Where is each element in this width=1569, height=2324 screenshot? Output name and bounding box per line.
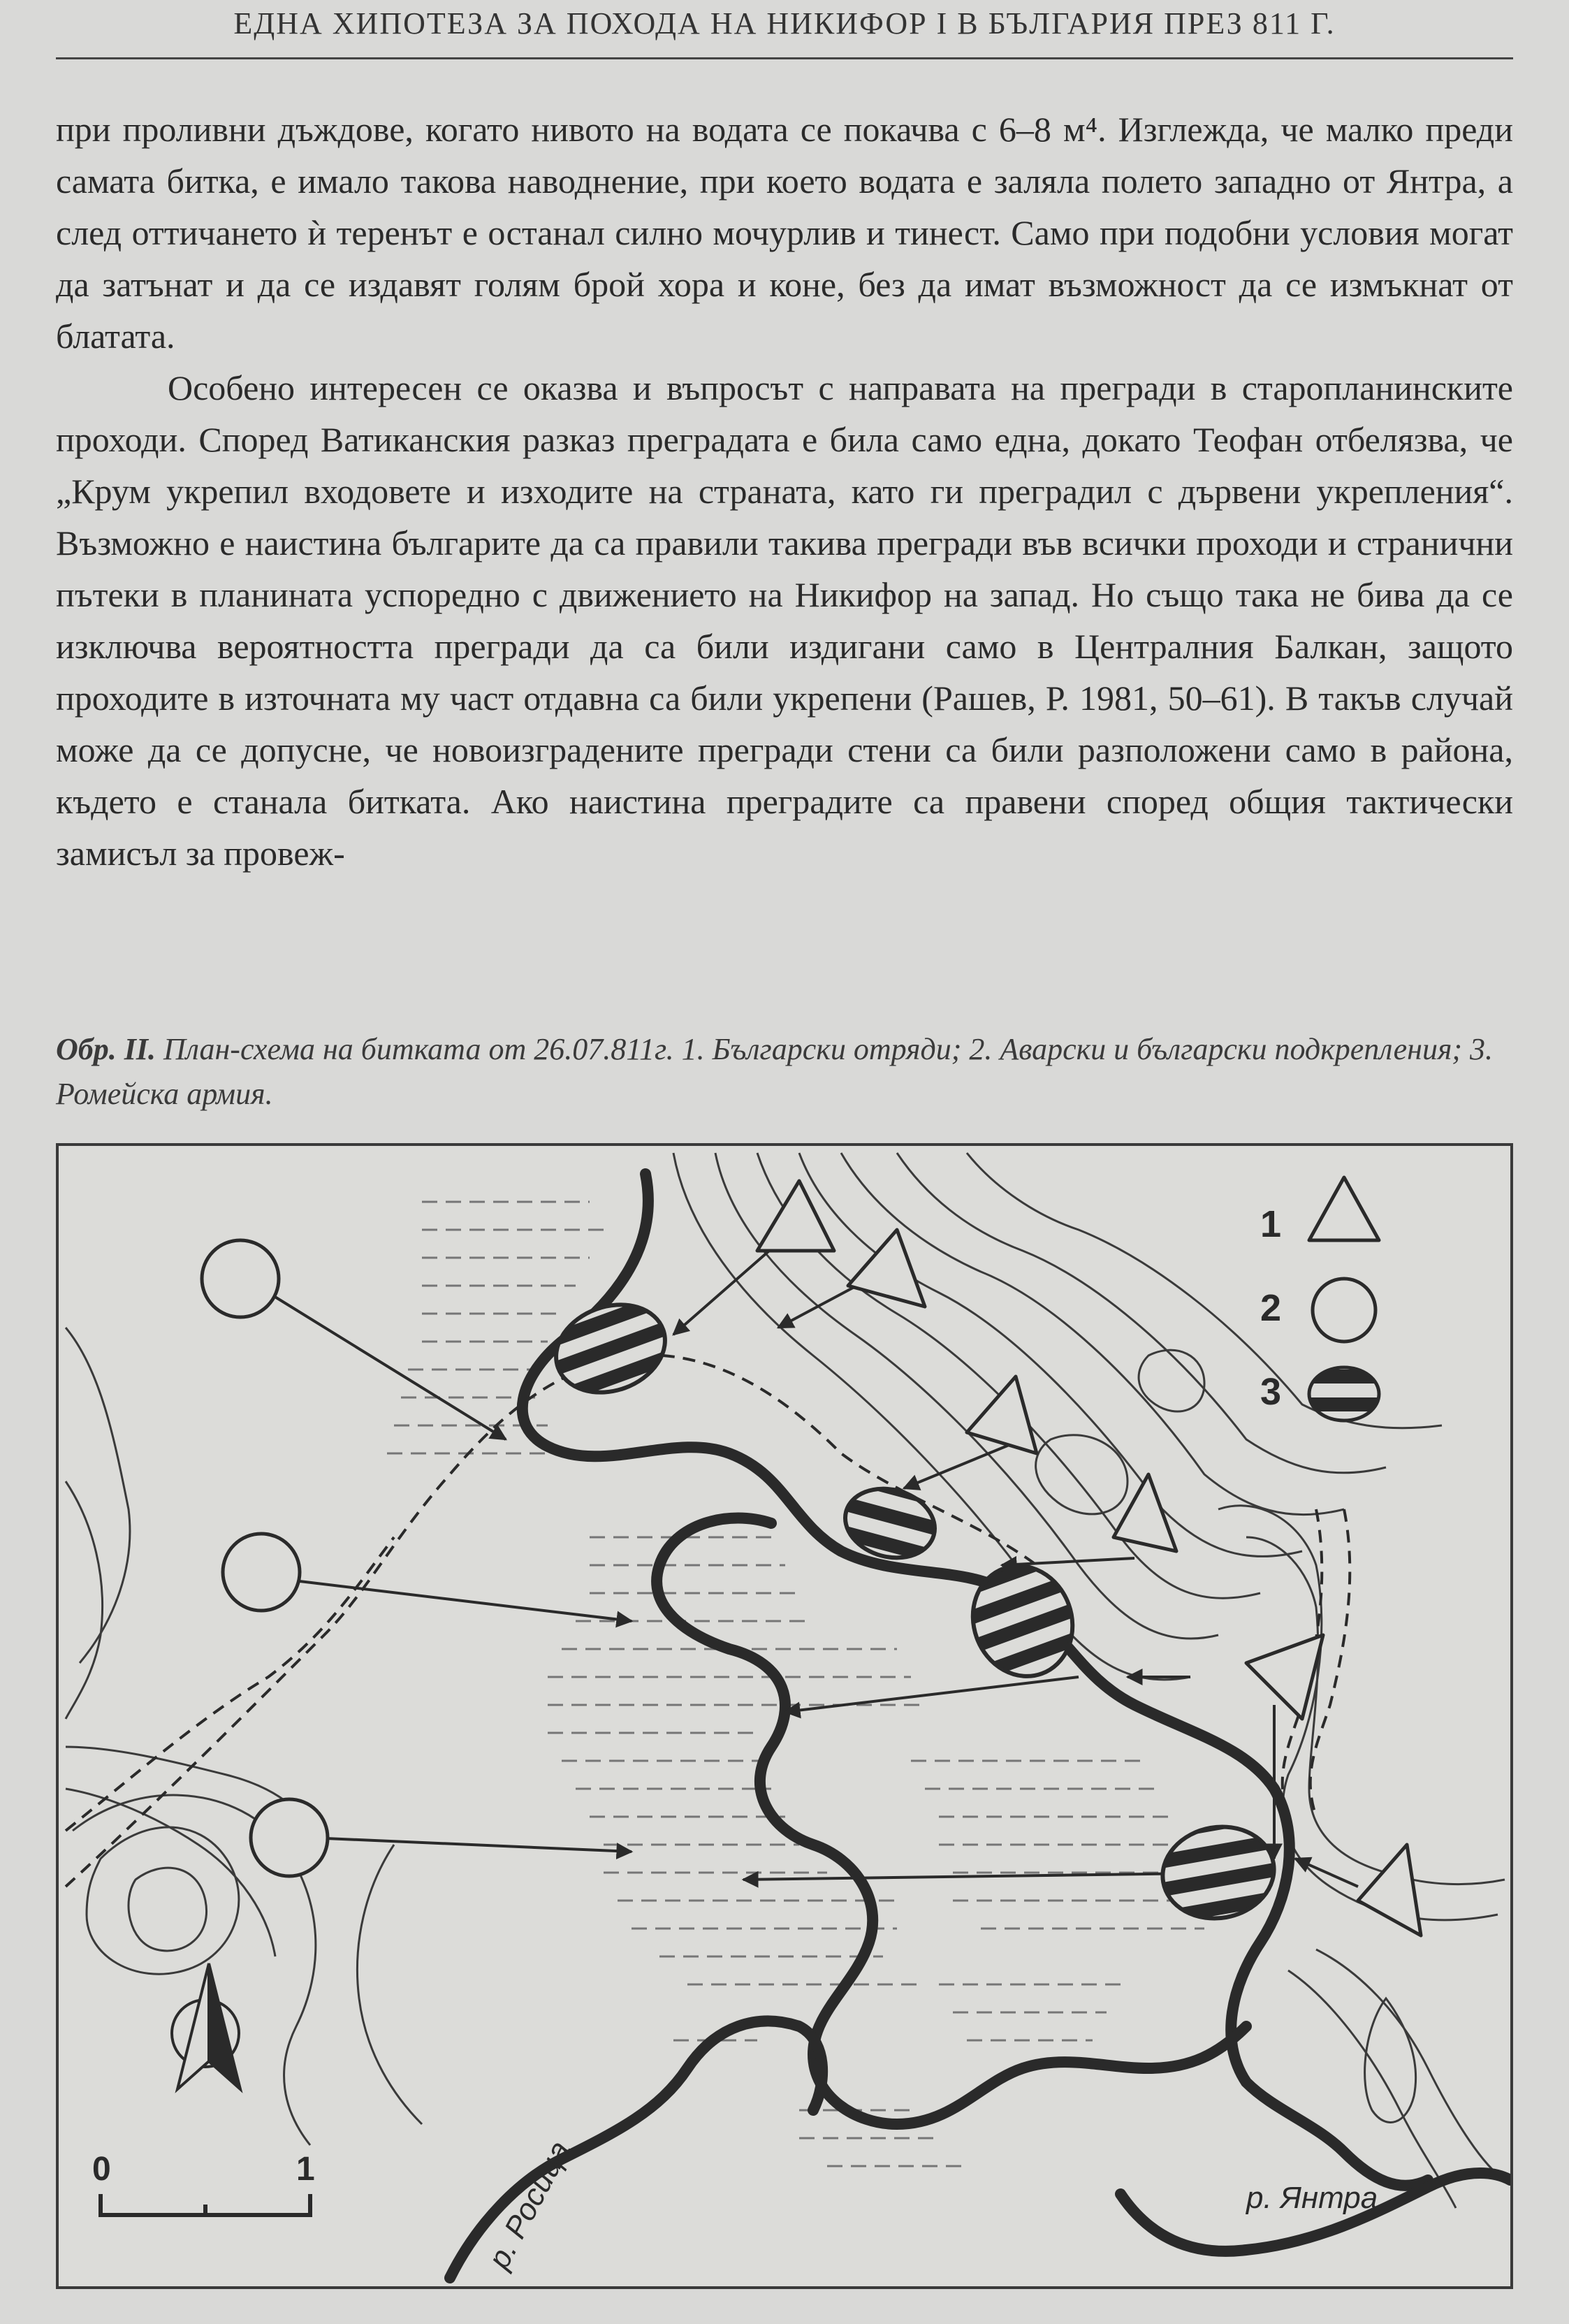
paragraph-2: Особено интересен се оказва и въпросът с направата на прегради в старопланинските проходи. Според Ватиканския разказ преградата е била само една, докато Теофан отбелязва, че „Крум укрепил входовете и изходите на страната, като ги преградил с дървени укрепления“. Възможно е наистина българите да са правили такива прегради във всички проходи и странични пътеки в планината успоредно с движението на Никифор на запад. Но също така не бива да се изключва вероятността прегради да са били издигани само в Централния Балкан, защото проходите в източната му част отдавна са били укрепени (Рашев, Р. 1981, 50–61). В такъв случай може да се допусне, че новоизградените прегради стени са били разположени само в района, където е станала битката. Ако наистина преградите са правени според общия тактически замисъл за провеж- xyxy=(56,368,1513,873)
legend-triangle-icon xyxy=(1309,1177,1379,1240)
running-head: ЕДНА ХИПОТЕЗА ЗА ПОХОДА НА НИКИФОР I В БЪЛГАРИЯ ПРЕЗ 811 Г. xyxy=(233,6,1336,41)
roman-army-units xyxy=(543,1290,1281,1927)
caption-text: План-схема на битката от 26.07.811г. 1. Български отряди; 2. Аварски и български подкрепления; 3. Ромейска армия. xyxy=(56,1032,1494,1111)
paragraph-1: при проливни дъждове, когато нивото на водата се покачва с 6–8 м⁴. Изглежда, че малко преди самата битка, е имало такова наводнение, при което водата е заляла полето западно от Янтра, а след оттичането ѝ теренът е останал силно мочурлив и тинест. Само при подобни условия могат да затънат и да се издавят голям брой хора и коне, без да имат възможност да се измъкнат от блатата. xyxy=(56,110,1513,356)
legend-number-2: 2 xyxy=(1260,1287,1282,1329)
battle-map-drawing xyxy=(59,1146,1510,2286)
battle-map xyxy=(56,1143,1513,2289)
figure-caption xyxy=(56,1027,1513,1117)
contour-lines xyxy=(673,1153,1505,2208)
river-label-rositsa: р. Росица xyxy=(481,2135,578,2274)
scale-start-label: 0 xyxy=(92,2151,111,2188)
header-rule xyxy=(56,57,1513,59)
attack-arrows xyxy=(268,1237,1358,1887)
reinforcement-units xyxy=(202,1240,328,1876)
body-text xyxy=(56,103,1513,879)
scale-bar xyxy=(92,2151,315,2215)
contour-lines-west xyxy=(66,1328,422,2145)
river-yantra-loop xyxy=(657,1518,1246,2125)
caption-lead: Обр. II. xyxy=(56,1032,156,1066)
river-label-yantra: р. Янтра xyxy=(1246,2181,1378,2215)
north-arrow-icon xyxy=(172,1963,240,2089)
scale-end-label: 1 xyxy=(296,2151,315,2188)
legend-number-1: 1 xyxy=(1260,1203,1282,1245)
map-legend xyxy=(1260,1177,1379,1421)
legend-number-3: 3 xyxy=(1260,1371,1282,1413)
legend-striped-oval-icon xyxy=(1309,1367,1379,1421)
legend-circle-icon xyxy=(1313,1279,1375,1342)
